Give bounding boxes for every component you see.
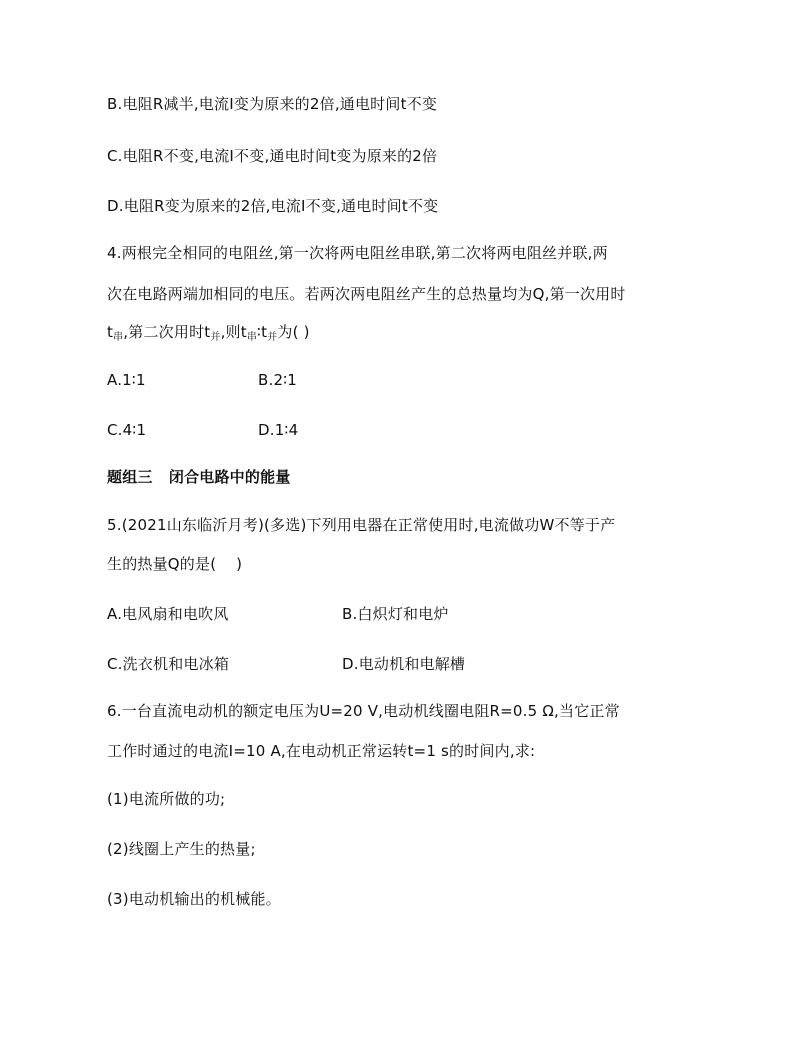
subscript-parallel: 并 <box>210 332 221 343</box>
ratio-colon: ∶t <box>257 323 268 341</box>
option-q5-b: B.白炽灯和电炉 <box>342 605 449 623</box>
subscript-series: 串 <box>113 332 124 343</box>
question-6-part-2: (2)线圈上产生的热量; <box>107 840 256 858</box>
question-6-part-3: (3)电动机输出的机械能。 <box>107 890 281 908</box>
option-q5-a: A.电风扇和电吹风 <box>107 605 229 623</box>
question-5-line-1: 5.(2021山东临沂月考)(多选)下列用电器在正常使用时,电流做功W不等于产 <box>107 516 616 534</box>
question-4-line-2: 次在电路两端加相同的电压。若两次两电阻丝产生的总热量均为Q,第一次用时 <box>107 285 626 303</box>
option-q4-c: C.4∶1 <box>107 421 147 439</box>
question-6-line-1: 6.一台直流电动机的额定电压为U=20 V,电动机线圈电阻R=0.5 Ω,当它正常 <box>107 702 620 720</box>
option-q3-d: D.电阻R变为原来的2倍,电流I不变,通电时间t不变 <box>107 197 439 215</box>
section-title: 题组三 闭合电路中的能量 <box>107 468 291 486</box>
option-q4-a: A.1∶1 <box>107 371 146 389</box>
option-q3-b: B.电阻R减半,电流I变为原来的2倍,通电时间t不变 <box>107 95 438 113</box>
option-q3-c: C.电阻R不变,电流I不变,通电时间t变为原来的2倍 <box>107 147 438 165</box>
text-segment: ,第二次用时t <box>123 323 211 341</box>
subscript-series: 串 <box>246 332 258 343</box>
question-4-line-1: 4.两根完全相同的电阻丝,第一次将两电阻丝串联,第二次将两电阻丝并联,两 <box>107 244 608 262</box>
question-6-part-1: (1)电流所做的功; <box>107 790 226 808</box>
option-q5-c: C.洗衣机和电冰箱 <box>107 655 230 673</box>
question-5-line-2: 生的热量Q的是( ) <box>107 555 243 573</box>
answer-bracket: 为( ) <box>277 323 310 341</box>
text-segment: ,则t <box>220 323 247 341</box>
question-4-line-3 <box>107 322 310 342</box>
option-q4-b: B.2∶1 <box>258 371 298 389</box>
option-q4-d: D.1∶4 <box>258 421 299 439</box>
t-symbol: t <box>107 323 114 341</box>
question-6-line-2: 工作时通过的电流I=10 A,在电动机正常运转t=1 s的时间内,求: <box>107 742 536 760</box>
option-q5-d: D.电动机和电解槽 <box>342 655 466 673</box>
subscript-parallel: 并 <box>267 332 278 343</box>
